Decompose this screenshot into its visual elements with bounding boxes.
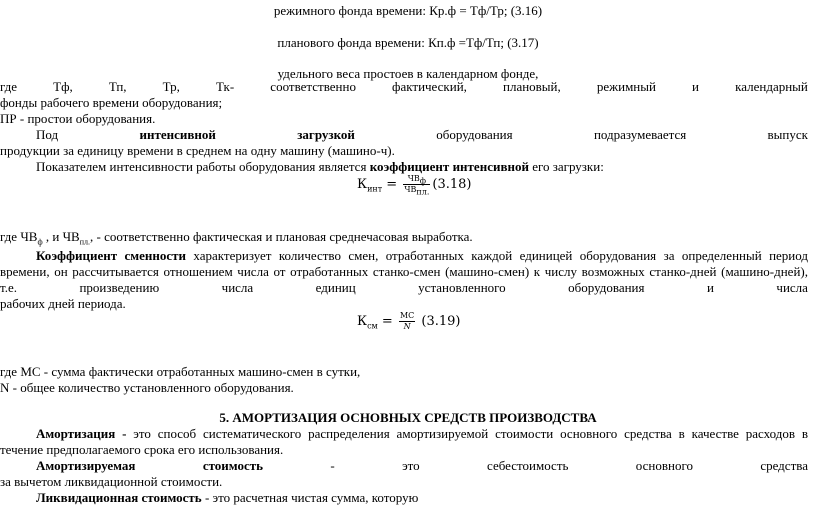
section-title: 5. АМОРТИЗАЦИЯ ОСНОВНЫХ СРЕДСТВ ПРОИЗВОДСТВА [219,410,597,425]
indicator-bold: коэффициент интенсивной [369,159,529,174]
amort-cost-line-1 [36,458,816,474]
liq-rest: - это расчетная чистая сумма, которую [201,490,419,505]
word: Тк- [215,79,235,94]
indicator-suffix: его загрузки: [528,159,604,174]
amort-line-1 [36,426,816,442]
idle-line: ПР - простои оборудования. [0,111,156,126]
word: числа [776,280,808,295]
formula-lhs-sub: см [367,321,378,331]
liquidation-line [36,490,816,506]
word: где [0,79,18,94]
word: режимный [596,79,656,94]
word: подразумевается [593,127,687,142]
formula-lhs: К [357,314,368,329]
word: установленного [418,280,506,295]
word: - [330,458,335,473]
word: числа [221,280,254,295]
indicator-line [36,159,816,175]
formula-eq: = [386,177,398,192]
n-line: N - общее количество установленного оборудования. [0,380,294,395]
formula-fraction [403,174,430,195]
word: фактический, [392,79,467,94]
shift-rest: характеризует количество смен, отработанных каждой единицей оборудования за определенный период [193,248,809,263]
word: единиц [315,280,356,295]
word-bold: Амортизируемая [36,458,136,473]
amort-bold: Амортизация - [36,426,127,441]
word: Под [36,127,59,142]
word: произведению [79,280,160,295]
intensive-line-2: продукции за единицу времени в среднем на одну машину (машино-ч). [0,143,395,158]
fraction-numerator: МС [399,311,415,320]
indicator-prefix: Показателем интенсивности работы оборудования является [36,159,370,174]
shift-line-4: рабочих дней периода. [0,296,126,311]
where-funds-line [0,79,816,95]
word: себестоимость [487,458,569,473]
shift-bold: Коэффициент сменности [36,248,187,263]
word: календарный [735,79,808,94]
word: т.е. [0,280,17,295]
formula-number: (3.18) [432,177,472,192]
amort-rest: это способ систематического распределения амортизируемой стоимости основного средства в качестве расходов в [133,426,808,441]
formula-eq: = [381,314,393,329]
word: средства [760,458,808,473]
word-bold: загрузкой [297,127,355,142]
shift-line-1 [36,248,816,264]
where-mc-line: где МС - сумма фактически отработанных машино-смен в сутки, [0,364,361,379]
word: Тф, [53,79,73,94]
fraction-denominator: $ЧВ_{пл.}$ [404,185,430,197]
formula-line-3-16: режимного фонда времени: Кр.ф = Тф/Тр; (3.16) [273,3,543,18]
idle-share-line: удельного веса простоев в календарном фонде, [277,66,539,81]
word: оборудования [568,280,645,295]
formula-fraction [399,311,415,332]
word: Тп, [108,79,127,94]
liq-bold: Ликвидационная стоимость [36,490,202,505]
intensive-line-1 [36,127,816,143]
formula-line-3-17: планового фонда времени: Кп.ф =Тф/Тп; (3.17) [277,35,539,50]
word: основного [635,458,693,473]
fraction-numerator: $ЧВ_ф$ [403,174,430,185]
word: и [692,79,700,94]
word-bold: стоимость [202,458,264,473]
where-chv-line: где $ЧВ_ф$ , и $ЧВ_{пл.}$, - соответственно фактическая и плановая среднечасовая выработка. [0,229,473,247]
formula-lhs: К [357,177,368,192]
formula-lhs-sub: инт [367,184,383,194]
funds-line: фонды рабочего времени оборудования; [0,95,223,110]
shift-line-3 [0,280,816,296]
formula-3-19 [357,311,461,332]
amort-line-2: течение предполагаемого срока его использования. [0,442,284,457]
formula-3-18 [357,174,471,195]
fraction-denominator: N [403,322,411,331]
word: оборудования [436,127,513,142]
formula-number: (3.19) [421,314,461,329]
word: это [402,458,420,473]
word: плановый, [503,79,561,94]
shift-line-2: времени, он рассчитывается отношением числа от отработанных станко-смен (машино-смен) к числу возможных станко-дней (машино-дней), [0,264,808,279]
word: Тр, [162,79,180,94]
word: и [706,280,714,295]
word: выпуск [767,127,808,142]
amort-cost-line-2: за вычетом ликвидационной стоимости. [0,474,223,489]
word: соответственно [270,79,356,94]
word-bold: интенсивной [139,127,216,142]
